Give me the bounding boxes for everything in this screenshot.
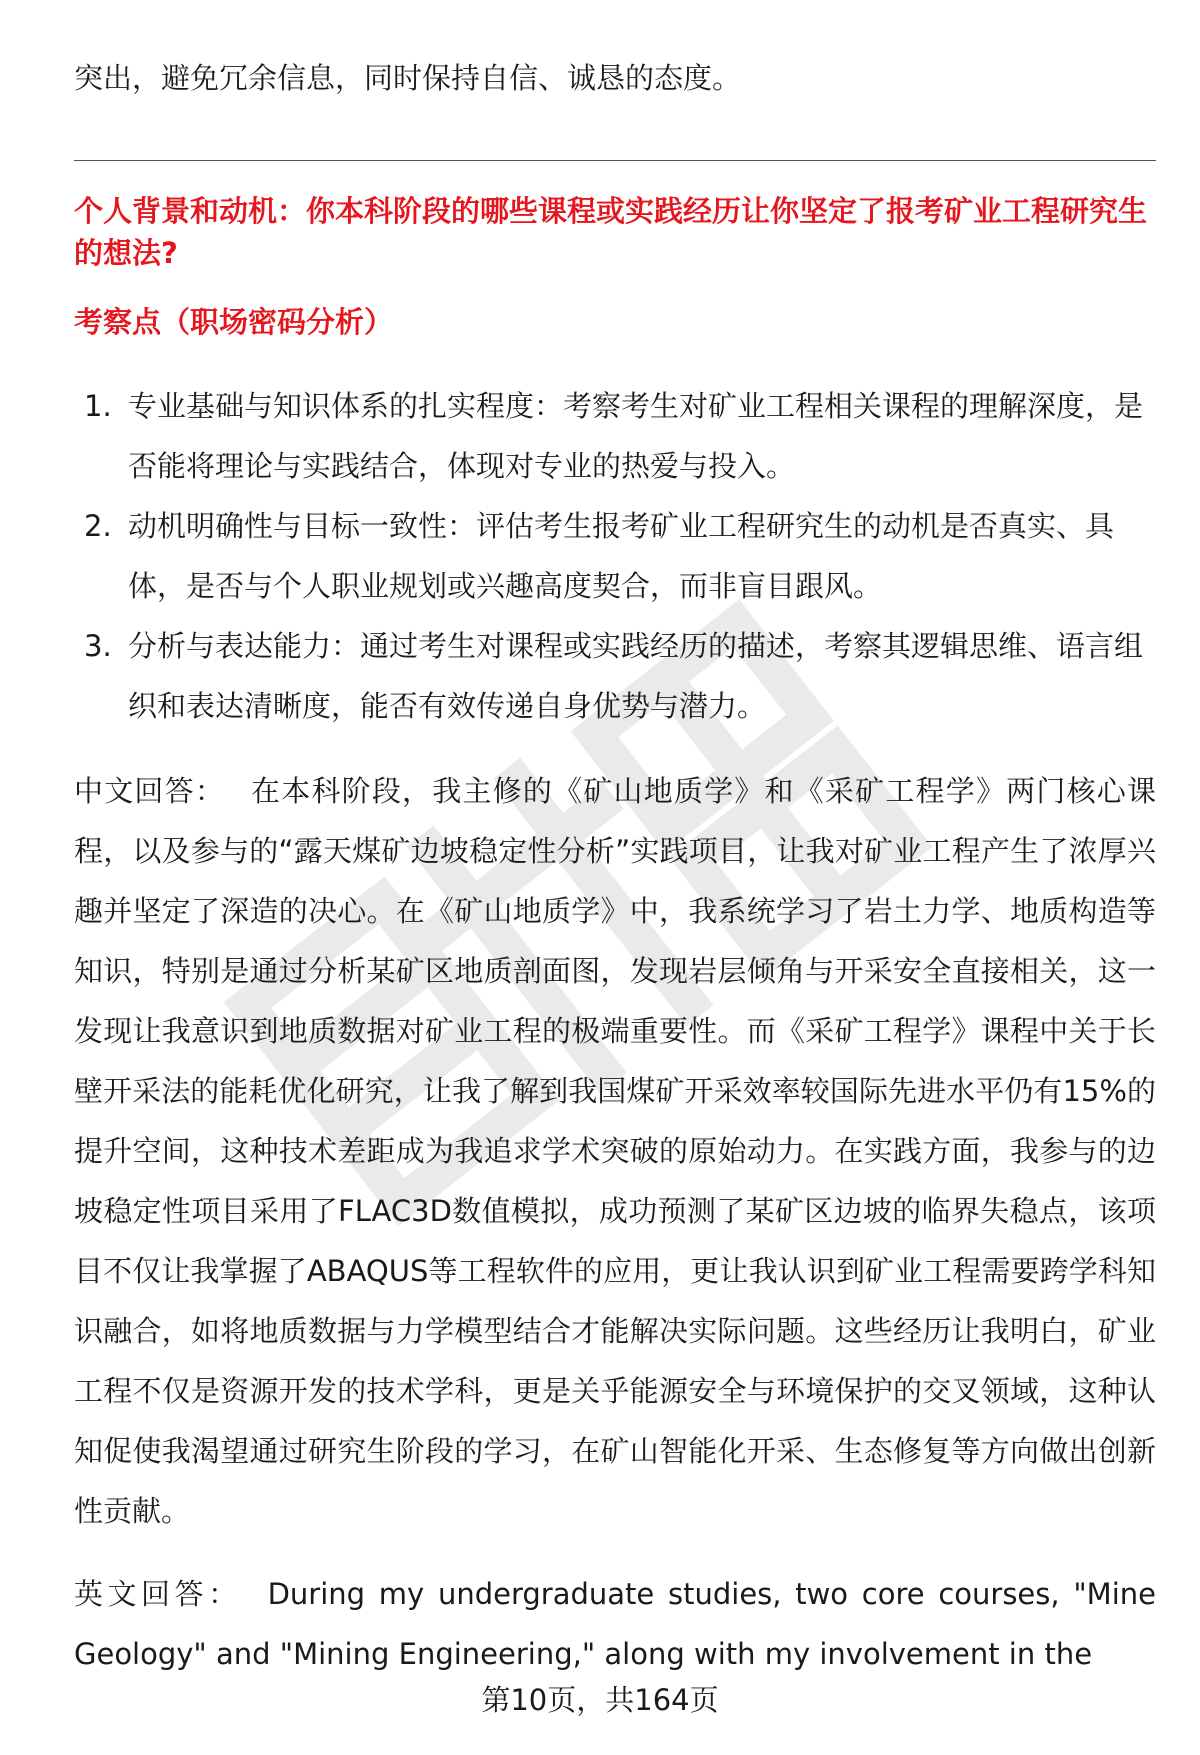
english-answer-text: During my undergraduate studies, two core courses, "Mine Geology" and "Mining Engineering," along with my involvement in the — [74, 1577, 1156, 1671]
list-item — [74, 496, 1156, 616]
chinese-answer-label: 中文回答： — [74, 774, 226, 808]
english-answer — [74, 1564, 1156, 1684]
question-heading: 个人背景和动机：你本科阶段的哪些课程或实践经历让你坚定了报考矿业工程研究生的想法? — [74, 194, 1148, 270]
lead-paragraph: 突出，避免冗余信息，同时保持自信、诚恳的态度。 — [74, 61, 742, 95]
list-item-text: 动机明确性与目标一致性：评估考生报考矿业工程研究生的动机是否真实、具体，是否与个人职业规划或兴趣高度契合，而非盲目跟风。 — [128, 509, 1115, 603]
assessment-points-heading: 考察点（职场密码分析） — [74, 305, 394, 339]
english-answer-label: 英文回答： — [74, 1577, 242, 1611]
chinese-answer-text: 在本科阶段，我主修的《矿山地质学》和《采矿工程学》两门核心课程，以及参与的“露天煤矿边坡稳定性分析”实践项目，让我对矿业工程产生了浓厚兴趣并坚定了深造的决心。在《矿山地质学》中，我系统学习了岩土力学、地质构造等知识，特别是通过分析某矿区地质剖面图，发现岩层倾角与开采安全直接相关，这一发现让我意识到地质数据对矿业工程的极端重要性。而《采矿工程学》课程中关于长壁开采法的能耗优化研究，让我了解到我国煤矿开采效率较国际先进水平仍有15%的提升空间，这种技术差距成为我追求学术突破的原始动力。在实践方面，我参与的边坡稳定性项目采用了FLAC3D数值模拟，成功预测了某矿区边坡的临界失稳点，该项目不仅让我掌握了ABAQUS等工程软件的应用，更让我认识到矿业工程需要跨学科知识融合，如将地质数据与力学模型结合才能解决实际问题。这些经历让我明白，矿业工程不仅是资源开发的技术学科，更是关乎能源安全与环境保护的交叉领域，这种认知促使我渴望通过研究生阶段的学习，在矿山智能化开采、生态修复等方向做出创新性贡献。 — [74, 774, 1156, 1528]
list-item-text: 专业基础与知识体系的扎实程度：考察考生对矿业工程相关课程的理解深度，是否能将理论与实践结合，体现对专业的热爱与投入。 — [128, 389, 1144, 483]
list-item-number: 1. — [84, 389, 112, 423]
list-item — [74, 376, 1156, 496]
list-item-number: 2. — [84, 509, 112, 543]
list-item-number: 3. — [84, 629, 112, 663]
section-divider — [74, 160, 1156, 161]
assessment-points-list — [74, 376, 1156, 736]
page-footer: 第10页，共164页 — [481, 1683, 719, 1717]
list-item-text: 分析与表达能力：通过考生对课程或实践经历的描述，考察其逻辑思维、语言组织和表达清晰度，能否有效传递自身优势与潜力。 — [128, 629, 1144, 723]
chinese-answer — [74, 761, 1156, 1541]
list-item — [74, 616, 1156, 736]
